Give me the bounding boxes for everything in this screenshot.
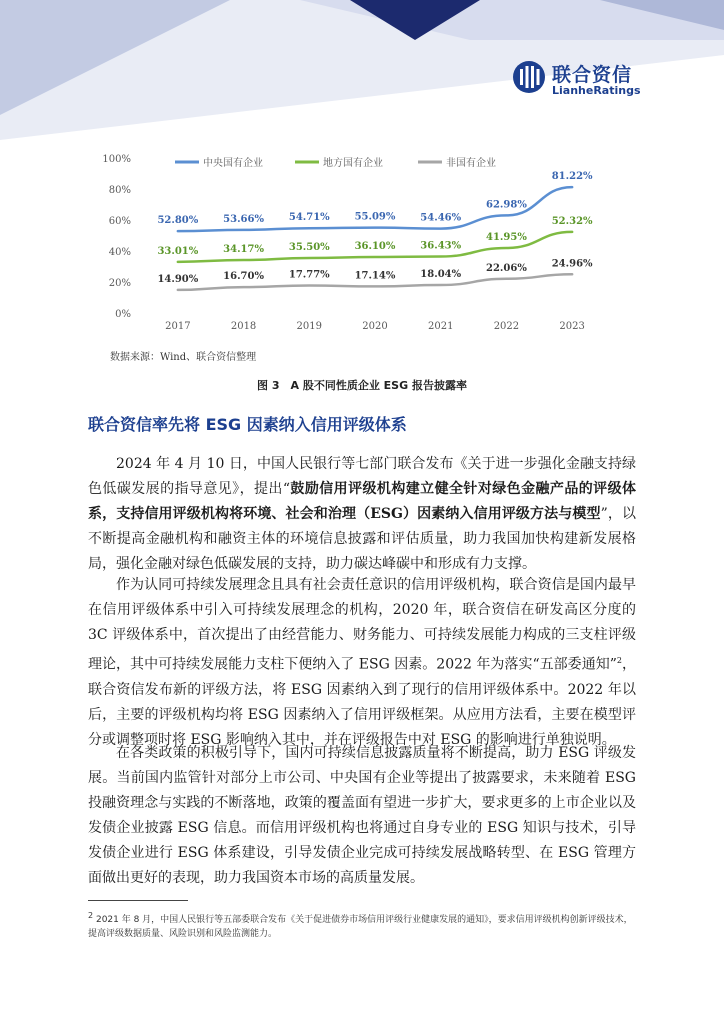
footnote-number: 2 [88,911,94,920]
paragraph-lianhe-history [88,573,636,753]
y-tick-label: 20% [108,278,131,289]
logo-mark-icon [512,60,546,94]
data-label: 17.14% [354,270,396,282]
data-label: 55.09% [354,211,396,223]
footnote-divider [88,900,188,901]
legend-label: 地方国有企业 [323,158,383,169]
esg-disclosure-line-chart [100,145,620,340]
data-label: 22.06% [486,262,527,274]
data-label: 54.71% [288,212,330,224]
x-tick-label: 2017 [165,321,191,332]
data-label: 36.10% [354,241,396,253]
data-label: 33.01% [157,245,199,257]
data-label: 53.66% [223,213,264,225]
data-label: 52.32% [551,215,593,227]
data-label: 16.70% [223,271,264,283]
paragraph-text: 作为认同可持续发展理念且具有社会责任意识的信用评级机构，联合资信是国内最早在信用评级体系中引入可持续发展理念的机构，2020 年，联合资信在研发高区分度的 3C 评级体系中，首次提出了由经营能力、财务能力、可持续发展能力构成的三支柱评级理论，其中可持续发展能力支柱下便纳入了 ESG 因素。2022 年为落实“五部委通知” [88,577,636,673]
data-label: 41.95% [486,231,527,243]
data-label: 18.04% [420,269,462,281]
footnote-ref: 2 [616,656,622,665]
x-tick-label: 2018 [230,321,257,332]
x-tick-label: 2020 [362,321,388,332]
chart-source-note: 数据来源：Wind、联合资信整理 [110,352,257,363]
paragraph-outlook: 在各类政策的积极引导下，国内可持续信息披露质量将不断提高，助力 ESG 评级发展。当前国内监管针对部分上市公司、中央国有企业等提出了披露要求，未来随着 ESG 投融资理念与实践的不断落地，政策的覆盖面有望进一步扩大，要求更多的上市企业以及发债企业披露 ESG 信息。而信用评级机构也将通过自身专业的 ESG 知识与技术，引导发债企业进行 ESG 体系建设，引导发债企业完成可持续发展战略转型、在 ESG 管理方面做出更好的表现，助力我国资本市场的高质量发展。 [88,745,636,886]
logo-english-name: LianheRatings [552,84,641,97]
y-tick-label: 60% [108,216,131,227]
x-tick-label: 2019 [296,321,323,332]
data-label: 14.90% [157,273,199,285]
x-tick-label: 2022 [493,321,520,332]
section-title: 联合资信率先将 ESG 因素纳入信用评级体系 [88,415,407,434]
data-label: 36.43% [420,240,462,252]
data-label: 17.77% [288,269,330,281]
data-label: 54.46% [420,212,462,224]
data-label: 24.96% [551,258,593,270]
data-label: 62.98% [486,199,527,211]
y-tick-label: 40% [108,247,131,258]
footnote-text: 2021 年 8 月，中国人民银行等五部委联合发布《关于促进债券市场信用评级行业健康发展的通知》，要求信用评级机构创新评级技术，提高评级数据质量、风险识别和风险监测能力。 [88,915,633,939]
y-tick-label: 0% [115,309,131,320]
paragraph-text: ”，以不断提高金融机构和融资主体的环境信息披露和评估质量，助力我国加快构建新发展格局，强化金融对绿色低碳发展的支持，助力碳达峰碳中和形成有力支撑。 [88,506,636,572]
legend-label: 非国有企业 [446,158,496,169]
data-label: 81.22% [551,171,593,183]
data-label: 52.80% [157,215,199,227]
company-logo [512,60,652,100]
paragraph-text: 2024 年 4 月 10 日，中国人民银行等七部门联合发布《关于进一步强化金融支持绿色低碳发展的指导意见》，提出“ [88,456,636,497]
figure-caption: 图 3 A 股不同性质企业 ESG 报告披露率 [257,379,467,392]
logo-chinese-name: 联合资信 [552,64,633,86]
legend-label: 中央国有企业 [203,158,263,169]
paragraph-bold-text: 鼓励信用评级机构建立健全针对绿色金融产品的评级体系，支持信用评级机构将环境、社会和治理（ESG）因素纳入信用评级方法与模型 [88,481,636,522]
footnote [88,909,636,941]
y-tick-label: 80% [108,185,131,196]
x-tick-label: 2021 [427,321,454,332]
data-label: 34.17% [223,244,264,256]
y-tick-label: 100% [102,154,131,165]
paragraph-text: ，联合资信发布新的评级方法，将 ESG 因素纳入到了现行的信用评级体系中。2022 年以后，主要的评级机构均将 ESG 因素纳入了信用评级框架。从应用方法看，主要在模型评分或调整项时将 ESG 影响纳入其中，并在评级报告中对 ESG 的影响进行单独说明。 [88,656,637,748]
data-label: 35.50% [288,241,330,253]
x-tick-label: 2023 [559,321,585,332]
paragraph-policy [88,452,636,577]
